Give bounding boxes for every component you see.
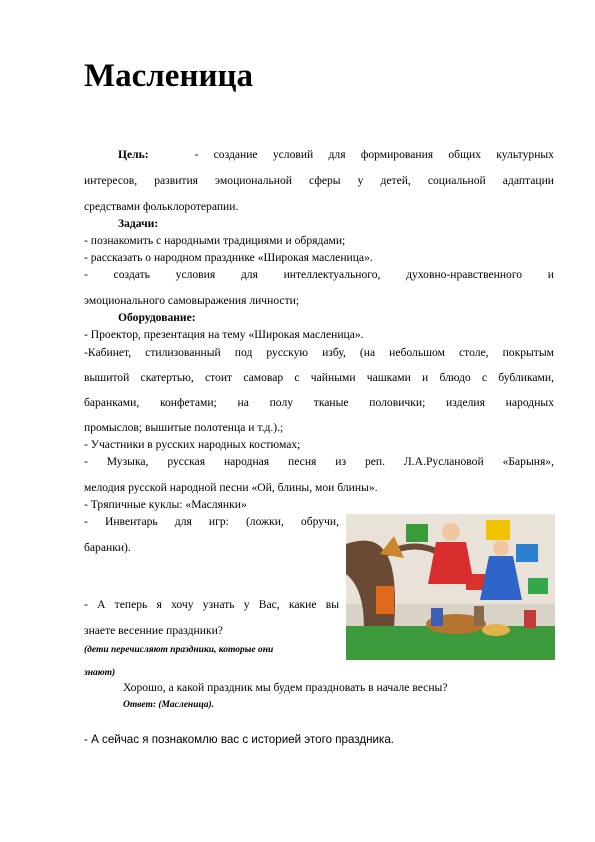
maslenitsa-decor-photo <box>346 514 555 660</box>
question-1: - А теперь я хочу узнать у Вас, какие вы <box>84 598 339 611</box>
task-item-3: - создать условия для интеллектуального, духовно-нравственного и <box>84 268 554 281</box>
task-item-2: - рассказать о народном празднике «Широкая масленица». <box>84 251 373 264</box>
equipment-item-2-cont: баранками, конфетами; на полу тканые половички; изделия народных <box>84 396 554 409</box>
equipment-item-6: - Инвентарь для игр: (ложки, обручи, <box>84 515 339 528</box>
goal-line <box>84 148 554 162</box>
question-1-note: (дети перечисляют праздники, которые они <box>84 645 274 655</box>
equipment-item-5: - Тряпичные куклы: «Маслянки» <box>84 498 247 511</box>
goal-label: Цель: <box>118 148 149 161</box>
equipment-item-2-cont: вышитой скатертью, стоит самовар с чайными чашками и блюдо с бубликами, <box>84 371 554 384</box>
equipment-item-4: - Музыка, русская народная песня из реп. Л.А.Руслановой «Барыня», <box>84 455 554 468</box>
photo-illustration <box>346 514 555 660</box>
equipment-item-6-cont: баранки). <box>84 541 131 554</box>
equipment-item-4-cont: мелодия русской народной песни «Ой, блины, мои блины». <box>84 481 378 494</box>
task-item-3-cont: эмоционального самовыражения личности; <box>84 294 300 307</box>
page-title: Масленица <box>84 58 253 94</box>
question-1-cont: знаете весенние праздники? <box>84 624 223 637</box>
question-2-answer: Ответ: (Масленица). <box>123 700 215 710</box>
equipment-item-3: - Участники в русских народных костюмах; <box>84 438 301 451</box>
goal-text: - создание условий для формирования общих культурных <box>194 148 554 161</box>
closing-line: - А сейчас я познакомлю вас с историей этого праздника. <box>84 733 394 746</box>
equipment-label: Оборудование: <box>118 311 196 324</box>
equipment-item-2-cont: промыслов; вышитые полотенца и т.д.).; <box>84 421 284 434</box>
equipment-item-1: - Проектор, презентация на тему «Широкая масленица». <box>84 328 364 341</box>
goal-line-3: средствами фольклоротерапии. <box>84 200 239 213</box>
question-2: Хорошо, а какой праздник мы будем праздновать в начале весны? <box>123 681 448 694</box>
tasks-label: Задачи: <box>118 217 159 230</box>
equipment-item-2: -Кабинет, стилизованный под русскую избу, (на небольшом столе, покрытым <box>84 346 554 359</box>
question-1-note-cont: знают) <box>84 668 116 678</box>
goal-line-2: интересов, развития эмоциональной сферы у детей, социальной адаптации <box>84 174 554 187</box>
task-item-1: - познакомить с народными традициями и обрядами; <box>84 234 346 247</box>
